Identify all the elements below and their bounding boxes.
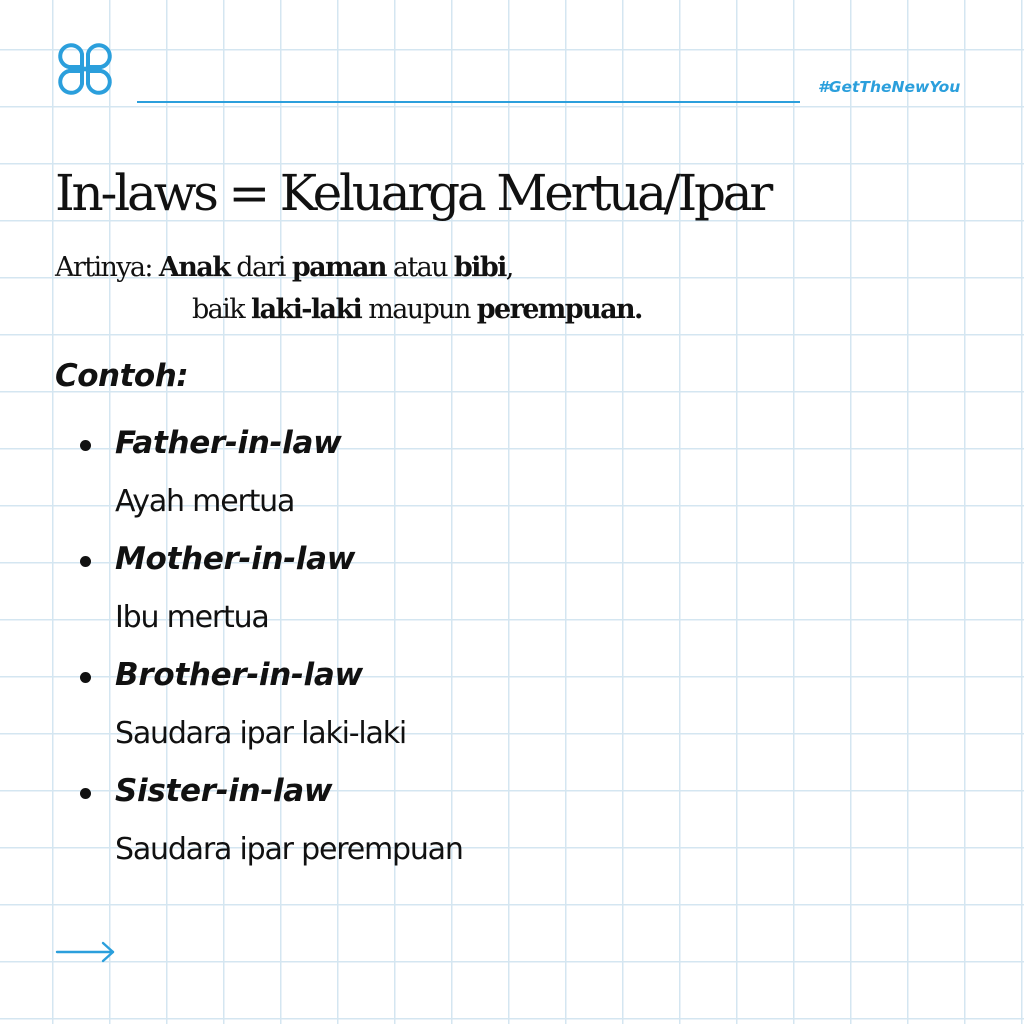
- meaning-line-1: [55, 252, 513, 283]
- four-petal-chat-logo-icon: [55, 40, 115, 98]
- meaning-word: Anak: [158, 252, 230, 283]
- example-translation: Ibu mertua: [115, 600, 269, 635]
- example-item: [0, 412, 700, 522]
- example-translation: Ayah mertua: [115, 484, 295, 519]
- meaning-word: dari: [236, 252, 285, 283]
- example-term: Brother-in-law: [115, 657, 363, 693]
- meaning-word: atau: [392, 252, 447, 283]
- meaning-word: maupun: [368, 294, 470, 325]
- meaning-word: perempuan: [476, 294, 635, 325]
- bullet-icon: [80, 788, 91, 799]
- meaning-word: .: [634, 294, 642, 325]
- example-translation: Saudara ipar perempuan: [115, 832, 463, 867]
- meaning-text: [55, 247, 642, 331]
- bullet-icon: [80, 556, 91, 567]
- example-term: Father-in-law: [115, 425, 342, 461]
- examples-heading: Contoh:: [55, 358, 189, 394]
- example-item: [0, 760, 700, 870]
- meaning-word: laki-laki: [250, 294, 362, 325]
- example-term: Sister-in-law: [115, 773, 333, 809]
- example-translation: Saudara ipar laki-laki: [115, 716, 407, 751]
- arrow-right-icon[interactable]: [55, 939, 117, 965]
- meaning-word: paman: [291, 252, 386, 283]
- example-term: Mother-in-law: [115, 541, 356, 577]
- meaning-word: bibi: [453, 252, 506, 283]
- bullet-icon: [80, 440, 91, 451]
- bullet-icon: [80, 672, 91, 683]
- example-item: [0, 528, 700, 638]
- example-item: [0, 644, 700, 754]
- meaning-word: baik: [192, 294, 244, 325]
- page-title: In-laws = Keluarga Mertua/Ipar: [55, 164, 771, 222]
- meaning-word: ,: [505, 252, 513, 283]
- meaning-label: Artinya:: [55, 252, 152, 283]
- header-divider: [137, 101, 800, 103]
- meaning-line-2: [55, 289, 642, 331]
- hashtag: #GetTheNewYou: [818, 78, 961, 96]
